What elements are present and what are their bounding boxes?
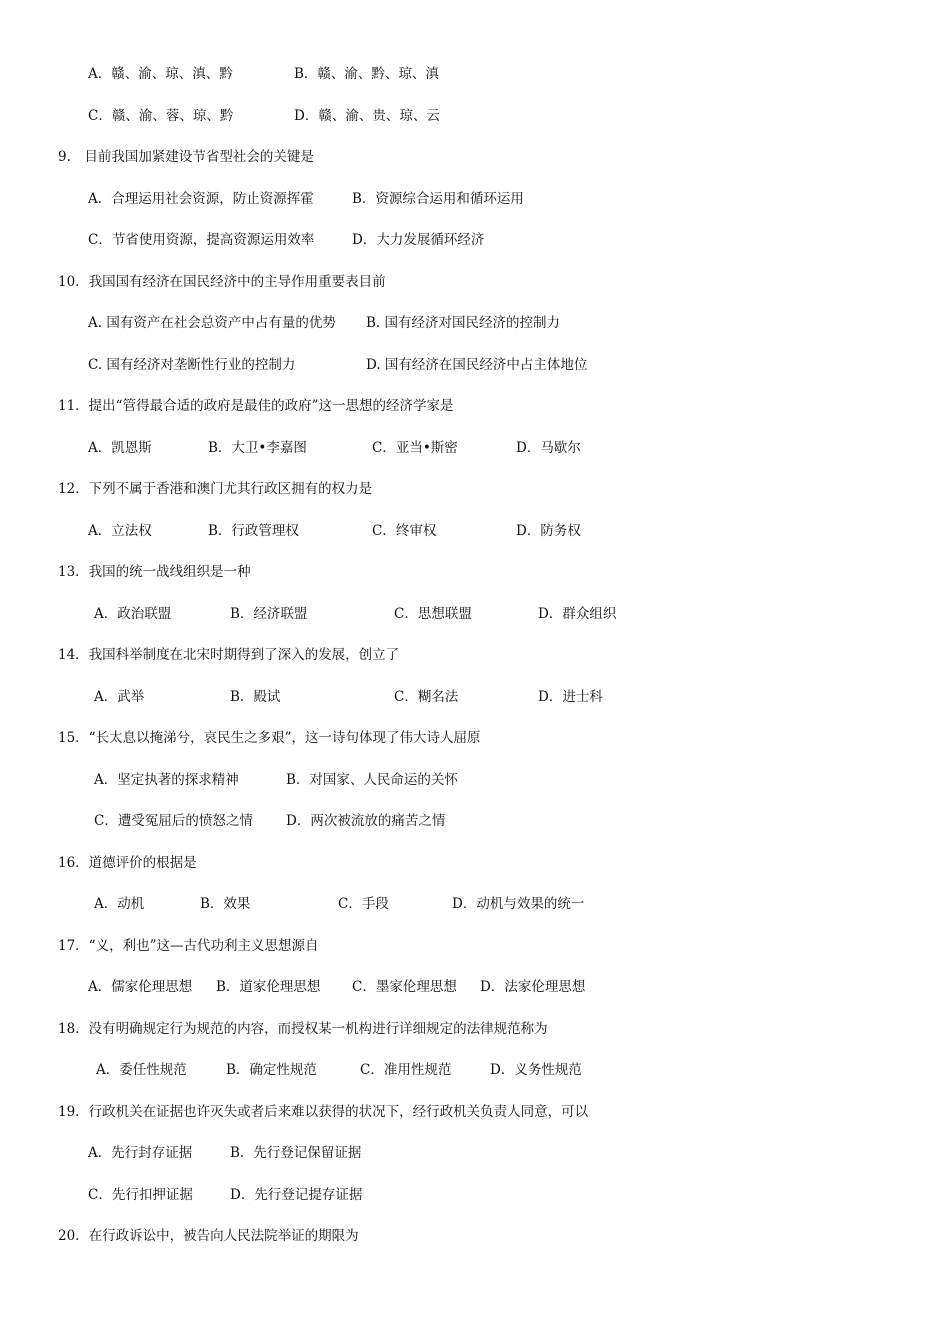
question-12: 12．下列不属于香港和澳门尤其行政区拥有的权力是 [58,481,373,497]
option-c: C．手段 [338,896,389,912]
option-a: A．儒家伦理思想 [88,979,193,995]
option-a: A．武举 [94,689,145,705]
option-d: D．动机与效果的统一 [452,896,585,912]
option-d: D．防务权 [516,523,581,539]
option-d: D．群众组织 [538,606,617,622]
option-b: B．大卫•李嘉图 [208,440,307,456]
option-c: C．亚当•斯密 [372,440,458,456]
option-d: D. 国有经济在国民经济中占主体地位 [366,357,588,373]
question-14: 14．我国科举制度在北宋时期得到了深入的发展，创立了 [58,647,400,663]
option-c: C．遭受冤屈后的愤怒之情 [94,813,253,829]
option-d: D．赣、渝、贵、琼、云 [294,108,440,124]
option-d: D．进士科 [538,689,603,705]
option-d: D．法家伦理思想 [480,979,586,995]
option-b: B．道家伦理思想 [216,979,321,995]
option-c: C．糊名法 [394,689,459,705]
option-b: B．经济联盟 [230,606,308,622]
question-16: 16．道德评价的根据是 [58,855,197,871]
option-c: C. 国有经济对垄断性行业的控制力 [88,357,296,373]
option-a: A. 国有资产在社会总资产中占有量的优势 [88,315,336,331]
option-c: C．先行扣押证据 [88,1187,193,1203]
option-b: B．赣、渝、黔、琼、滇 [294,66,439,82]
option-c: C．终审权 [372,523,437,539]
option-b: B．对国家、人民命运的关怀 [286,772,458,788]
option-c: C．墨家伦理思想 [352,979,457,995]
option-b: B. 国有经济对国民经济的控制力 [366,315,561,331]
question-18: 18．没有明确规定行为规范的内容，而授权某一机构进行详细规定的法律规范称为 [58,1021,548,1037]
option-c: C．赣、渝、蓉、琼、黔 [88,108,234,124]
option-d: D．义务性规范 [490,1062,582,1078]
option-b: B．先行登记保留证据 [230,1145,362,1161]
option-a: A．动机 [94,896,145,912]
option-a: A．凯恩斯 [88,440,152,456]
option-b: B．殿试 [230,689,281,705]
question-11: 11．提出“管得最合适的政府是最佳的政府”这一思想的经济学家是 [58,398,454,414]
question-13: 13．我国的统一战线组织是一种 [58,564,251,580]
option-a: A．立法权 [88,523,152,539]
option-a: A．坚定执著的探求精神 [94,772,239,788]
question-15: 15．“长太息以掩涕兮，哀民生之多艰”，这一诗句体现了伟大诗人屈原 [58,730,481,746]
option-a: A．赣、渝、琼、滇、黔 [88,66,233,82]
question-9: 9. 目前我国加紧建设节省型社会的关键是 [58,149,314,165]
option-b: B．效果 [200,896,251,912]
option-b: B．资源综合运用和循环运用 [352,191,524,207]
question-20: 20．在行政诉讼中，被告向人民法院举证的期限为 [58,1228,359,1244]
option-c: C．思想联盟 [394,606,472,622]
option-d: D．大力发展循环经济 [352,232,485,248]
option-b: B．确定性规范 [226,1062,317,1078]
option-a: A．委任性规范 [96,1062,187,1078]
question-17: 17．“义，利也”这—古代功利主义思想源自 [58,938,319,954]
option-b: B．行政管理权 [208,523,299,539]
option-d: D．两次被流放的痛苦之情 [286,813,446,829]
option-a: A．合理运用社会资源，防止资源挥霍 [88,191,314,207]
option-a: A．政治联盟 [94,606,172,622]
option-d: D．先行登记提存证据 [230,1187,363,1203]
question-19: 19．行政机关在证据也许灭失或者后来难以获得的状况下，经行政机关负责人同意，可以 [58,1104,589,1120]
option-c: C．准用性规范 [360,1062,452,1078]
option-a: A．先行封存证据 [88,1145,193,1161]
option-d: D．马歇尔 [516,440,581,456]
option-c: C．节省使用资源，提高资源运用效率 [88,232,315,248]
question-10: 10．我国国有经济在国民经济中的主导作用重要表目前 [58,274,386,290]
